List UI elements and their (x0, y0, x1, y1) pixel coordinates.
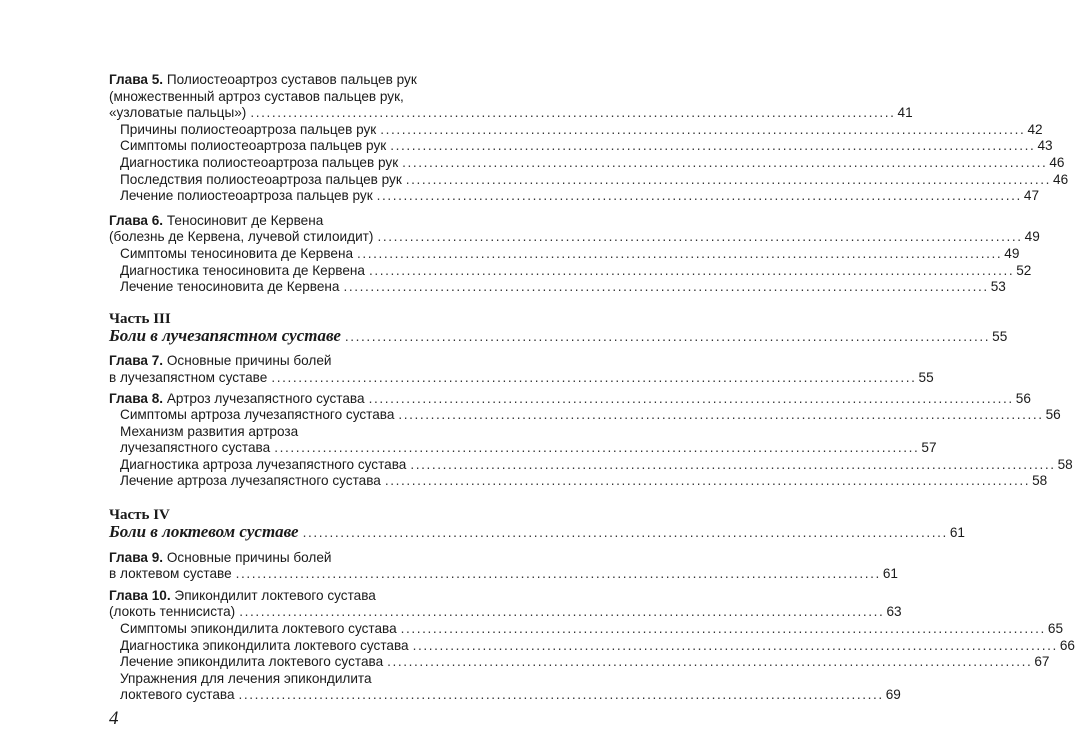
dot-leader: ........................................................................................................................ (239, 604, 885, 620)
table-of-contents (109, 72, 1075, 704)
chapter-title-line2: (множественный артроз суставов пальцев рук, (109, 88, 404, 104)
dot-leader: ........................................................................................................................ (344, 328, 991, 344)
chapter-title-line2: (болезнь де Кервена, лучевой стилоидит) (109, 229, 374, 245)
page-ref: 67 (1034, 654, 1050, 670)
chapter-title-line2: в лучезапястном суставе (109, 369, 268, 385)
toc-item[interactable] (109, 245, 1020, 263)
dot-leader: ........................................................................................................................ (271, 369, 917, 385)
chapter-title-line1: Основные причины болей (166, 353, 332, 369)
dot-leader: ........................................................................................................................ (398, 407, 1044, 423)
chapter-prefix: Глава 9. (109, 549, 164, 565)
toc-item[interactable] (109, 154, 1065, 172)
page-ref: 43 (1037, 138, 1053, 154)
item-title: Диагностика артроза лучезапястного сустава (120, 456, 407, 472)
page-ref: 58 (1032, 473, 1048, 489)
chapter-title-line1: Эпикондилит локтевого сустава (174, 587, 376, 603)
toc-item[interactable] (109, 423, 937, 457)
chapter-title-line1: Теносиновит де Кервена (166, 212, 324, 228)
dot-leader: ........................................................................................................................ (376, 188, 1022, 204)
toc-item[interactable] (109, 138, 1053, 155)
chapter-title-line1: Полиостеоартроз суставов пальцев рук (166, 72, 417, 87)
page-ref: 65 (1047, 621, 1064, 637)
page-ref: 61 (882, 566, 898, 582)
chapter-title-line3: «узловатые пальцы») (109, 105, 247, 121)
item-title: Лечение полиостеоартроза пальцев рук (120, 188, 373, 204)
page-ref: 69 (885, 687, 901, 703)
dot-leader: ........................................................................................................................ (368, 390, 1014, 406)
part-title: Боли в локтевом суставе (109, 522, 299, 542)
dot-leader: ........................................................................................................................ (400, 621, 1046, 637)
page-ref: 49 (1004, 245, 1020, 261)
chapter-title-line2: в локтевом суставе (109, 566, 232, 582)
item-title: Последствия полиостеоартроза пальцев рук (120, 171, 402, 187)
chapter-prefix: Глава 10. (109, 587, 171, 603)
dot-leader: ........................................................................................................................ (412, 637, 1058, 653)
page-ref: 58 (1057, 456, 1073, 472)
item-title: Лечение теносиновита де Кервена (120, 279, 340, 295)
toc-chapter-9[interactable] (109, 549, 898, 583)
page-ref: 56 (1045, 407, 1061, 423)
toc-item[interactable] (109, 188, 1040, 205)
item-title: Симптомы артроза лучезапястного сустава (120, 407, 395, 423)
page-ref: 53 (990, 279, 1006, 295)
chapter-title-line1: Основные причины болей (166, 549, 332, 565)
item-title: Причины полиостеоартроза пальцев рук (120, 121, 377, 137)
toc-item[interactable] (109, 407, 1061, 424)
chapter-title-line1: Артроз лучезапястного сустава (166, 390, 365, 406)
toc-item[interactable] (109, 670, 901, 704)
page-ref: 56 (1015, 390, 1031, 406)
dot-leader: ........................................................................................................................ (384, 473, 1031, 489)
dot-leader: ........................................................................................................................ (390, 138, 1036, 154)
item-title: Лечение артроза лучезапястного сустава (120, 473, 381, 489)
part-label: Часть III (109, 310, 171, 327)
page-ref: 47 (1023, 188, 1040, 204)
page-ref: 46 (1049, 154, 1065, 170)
item-title: Симптомы эпикондилита локтевого сустава (120, 621, 397, 637)
item-title: Диагностика теносиновита де Кервена (120, 262, 365, 278)
toc-part-3[interactable] (109, 310, 1008, 346)
chapter-prefix: Глава 7. (109, 353, 164, 369)
item-title-line2: локтевого сустава (120, 687, 235, 703)
toc-chapter-6[interactable] (109, 212, 1040, 246)
dot-leader: ........................................................................................................................ (238, 687, 884, 703)
chapter-prefix: Глава 8. (109, 390, 164, 406)
chapter-prefix: Глава 5. (109, 72, 164, 87)
chapter-title-line2: (локоть теннисиста) (109, 604, 236, 620)
dot-leader: ........................................................................................................................ (235, 566, 881, 582)
page-ref: 49 (1024, 229, 1040, 245)
toc-chapter-5[interactable] (109, 72, 913, 122)
toc-item[interactable] (109, 637, 1075, 655)
page-ref: 55 (918, 369, 934, 385)
toc-item[interactable] (109, 262, 1032, 280)
dot-leader: ........................................................................................................................ (410, 456, 1056, 472)
toc-item[interactable] (109, 279, 1006, 296)
item-title: Диагностика полиостеоартроза пальцев рук (120, 154, 399, 170)
item-title-line1: Механизм развития артроза (120, 423, 299, 439)
page-ref: 61 (949, 525, 965, 541)
dot-leader: ........................................................................................................................ (402, 154, 1048, 170)
page-ref: 57 (921, 440, 937, 456)
item-title-line1: Упражнения для лечения эпикондилита (120, 670, 372, 686)
page-ref: 41 (897, 105, 913, 121)
page-ref: 66 (1059, 637, 1075, 653)
toc-item[interactable] (109, 621, 1064, 638)
toc-chapter-10[interactable] (109, 587, 902, 621)
page-ref: 63 (886, 604, 902, 620)
toc-chapter-8[interactable] (109, 390, 1031, 408)
dot-leader: ........................................................................................................................ (302, 525, 948, 541)
dot-leader: ........................................................................................................................ (387, 654, 1033, 670)
dot-leader: ........................................................................................................................ (405, 171, 1052, 187)
dot-leader: ........................................................................................................................ (343, 279, 989, 295)
page-number: 4 (109, 708, 119, 729)
dot-leader: ........................................................................................................................ (274, 440, 920, 456)
item-title: Диагностика эпикондилита локтевого сустава (120, 637, 409, 653)
item-title: Симптомы теносиновита де Кервена (120, 245, 354, 261)
page-ref: 55 (992, 328, 1008, 344)
item-title-line2: лучезапястного сустава (120, 440, 271, 456)
page-ref: 52 (1016, 262, 1032, 278)
dot-leader: ........................................................................................................................ (380, 121, 1026, 137)
chapter-prefix: Глава 6. (109, 212, 164, 228)
part-label: Часть IV (109, 507, 170, 524)
toc-item[interactable] (109, 171, 1069, 189)
item-title: Лечение эпикондилита локтевого сустава (120, 654, 384, 670)
toc-item[interactable] (109, 456, 1073, 474)
dot-leader: ........................................................................................................................ (377, 229, 1023, 245)
toc-part-4[interactable] (109, 506, 965, 542)
toc-item[interactable] (109, 121, 1043, 139)
dot-leader: ........................................................................................................................ (368, 262, 1015, 278)
dot-leader: ........................................................................................................................ (357, 245, 1003, 261)
dot-leader: ........................................................................................................................ (250, 105, 896, 121)
part-title: Боли в лучезапястном суставе (109, 325, 341, 345)
toc-item[interactable] (109, 654, 1050, 671)
toc-chapter-7[interactable] (109, 353, 934, 386)
toc-item[interactable] (109, 473, 1048, 490)
page-ref: 46 (1053, 171, 1069, 187)
item-title: Симптомы полиостеоартроза пальцев рук (120, 138, 387, 154)
page-ref: 42 (1027, 121, 1043, 137)
